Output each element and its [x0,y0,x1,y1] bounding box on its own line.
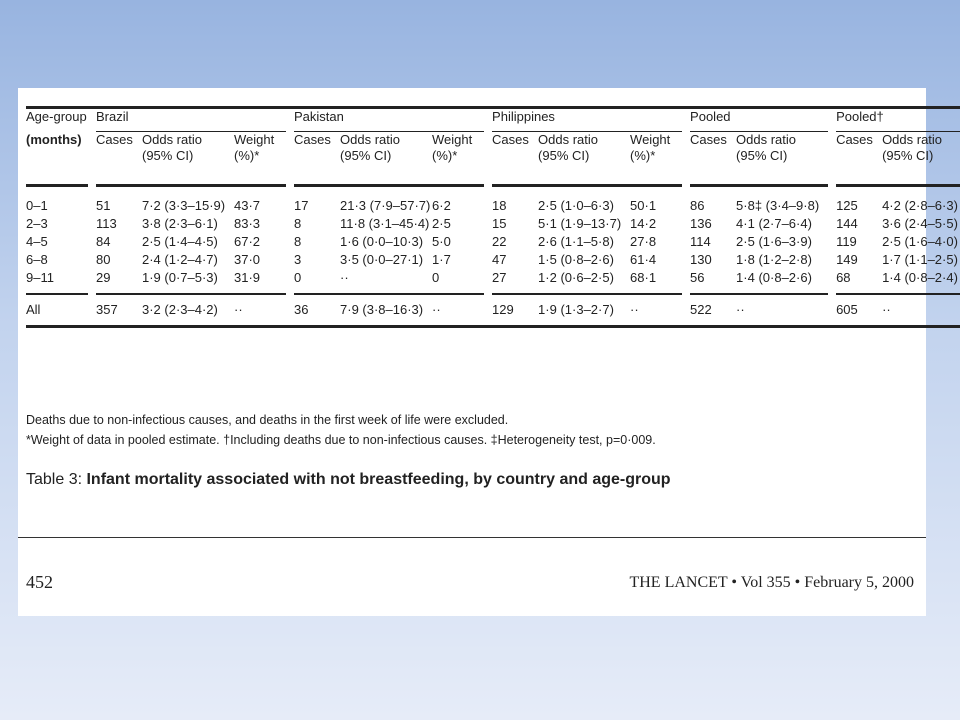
weight-cell: 61·4 [630,252,657,267]
weight-header: Weight (%)* [432,132,484,187]
weight-header: Weight (%)* [630,132,682,187]
cases-cell: 80 [96,252,111,267]
odds-ratio-cell: 2·6 (1·1–5·8) [538,234,614,249]
weight-cell: 37·0 [234,252,261,267]
weight-cell: 27·8 [630,234,657,249]
age-cell: 4–5 [26,234,48,249]
country-philippines: Philippines [492,106,682,132]
odds-ratio-header: Odds ratio (95% CI) [538,132,630,187]
odds-ratio-cell: 2·4 (1·2–4·7) [142,252,218,267]
age-cell: 0–1 [26,198,48,213]
weight-cell: 14·2 [630,216,657,231]
odds-ratio-cell: 2·5 (1·4–4·5) [142,234,218,249]
cases-cell: 136 [690,216,712,231]
cases-header: Cases [492,132,538,187]
odds-ratio-cell: 1·7 (1·1–2·5) [882,252,958,267]
odds-ratio-cell: 2·5 (1·6–3·9) [736,234,812,249]
weight-cell: 6·2 [432,198,451,213]
weight-cell: ·· [630,295,682,328]
odds-ratio-header: Odds ratio (95% CI) [142,132,234,187]
odds-ratio-cell: 3·6 (2·4–5·5) [882,216,958,231]
weight-cell: 5·0 [432,234,451,249]
odds-ratio-cell: 5·8‡ (3·4–9·8) [736,198,820,213]
cases-cell: 522 [690,295,736,328]
weight-cell: 50·1 [630,198,657,213]
odds-ratio-cell: 1·9 (1·3–2·7) [538,295,630,328]
weight-cell: 1·7 [432,252,451,267]
weight-cell: 31·9 [234,269,286,295]
cases-cell: 8 [294,216,302,231]
cases-cell: 47 [492,252,507,267]
table-row-all [26,295,960,328]
cases-cell: 8 [294,234,302,249]
cases-cell: 36 [294,295,340,328]
odds-ratio-header: Odds ratio (95% CI) [882,132,960,187]
weight-header: Weight (%)* [234,132,286,187]
journal-citation: THE LANCET • Vol 355 • February 5, 2000 [629,574,914,591]
weight-cell: 2·5 [432,216,451,231]
table-row [26,215,960,233]
cases-cell: 17 [294,198,309,213]
cases-cell: 113 [96,216,117,231]
cases-cell: 119 [836,234,857,249]
page-rule [18,537,926,538]
odds-ratio-cell: 4·1 (2·7–6·4) [736,216,812,231]
odds-ratio-cell: ·· [340,269,432,295]
country-pakistan: Pakistan [294,106,484,132]
weight-cell: 43·7 [234,198,261,213]
table-footnotes [26,410,922,450]
odds-ratio-cell: ·· [736,295,828,328]
cases-cell: 357 [96,295,142,328]
cases-cell: 86 [690,198,705,213]
odds-ratio-header: Odds ratio (95% CI) [736,132,828,187]
odds-ratio-cell: 3·8 (2·3–6·1) [142,216,218,231]
cases-header: Cases [294,132,340,187]
odds-ratio-cell: 1·2 (0·6–2·5) [538,269,630,295]
cases-cell: 129 [492,295,538,328]
cases-cell: 18 [492,198,507,213]
cases-cell: 68 [836,269,882,295]
scanned-table-image [18,88,958,616]
table-caption: Table 3: Infant mortality associated with not breastfeeding, by country and age-group [26,471,671,488]
age-cell: 2–3 [26,216,48,231]
cases-cell: 605 [836,295,882,328]
age-cell: 6–8 [26,252,48,267]
page-number: 452 [26,572,53,592]
odds-ratio-cell: 11·8 (3·1–45·4) [340,216,430,231]
weight-cell: 83·3 [234,216,261,231]
table-row [26,269,960,295]
weight-cell: ·· [234,295,286,328]
cases-cell: 29 [96,269,142,295]
weight-cell: 0 [432,269,484,295]
cases-cell: 84 [96,234,111,249]
cases-cell: 51 [96,198,111,213]
weight-cell: ·· [432,295,484,328]
odds-ratio-cell: 1·4 (0·8–2·6) [736,269,828,295]
cases-header: Cases [96,132,142,187]
cases-cell: 27 [492,269,538,295]
odds-ratio-cell: 3·2 (2·3–4·2) [142,295,234,328]
odds-ratio-cell: 7·9 (3·8–16·3) [340,295,432,328]
cases-cell: 3 [294,252,302,267]
cases-cell: 125 [836,198,858,213]
cases-header: Cases [836,132,882,187]
odds-ratio-header: Odds ratio (95% CI) [340,132,432,187]
weight-cell: 68·1 [630,269,682,295]
cases-cell: 114 [690,234,711,249]
months-header: (months) [26,132,88,187]
odds-ratio-cell: 1·8 (1·2–2·8) [736,252,812,267]
country-brazil: Brazil [96,106,286,132]
country-pooled-dagger: Pooled† [836,106,960,132]
cases-cell: 130 [690,252,712,267]
footnote-symbols: *Weight of data in pooled estimate. †Including deaths due to non-infectious causes. ‡Heterogeneity test, p=0·009. [26,433,656,447]
mortality-table [26,106,960,328]
age-group-header: Age-group [26,106,88,132]
odds-ratio-cell: 7·2 (3·3–15·9) [142,198,226,213]
footnote-exclusions: Deaths due to non-infectious causes, and deaths in the first week of life were excluded. [26,413,509,427]
odds-ratio-cell: 1·9 (0·7–5·3) [142,269,234,295]
table-row [26,233,960,251]
odds-ratio-cell: 2·5 (1·0–6·3) [538,198,614,213]
cases-header: Cases [690,132,736,187]
cases-cell: 15 [492,216,507,231]
odds-ratio-cell: ·· [882,295,960,328]
odds-ratio-cell: 5·1 (1·9–13·7) [538,216,622,231]
age-cell: All [26,295,88,328]
cases-cell: 0 [294,269,340,295]
table-row [26,251,960,269]
odds-ratio-cell: 21·3 (7·9–57·7) [340,198,431,213]
odds-ratio-cell: 1·6 (0·0–10·3) [340,234,424,249]
cases-cell: 149 [836,252,858,267]
country-pooled: Pooled [690,106,828,132]
odds-ratio-cell: 1·4 (0·8–2·4) [882,269,960,295]
odds-ratio-cell: 4·2 (2·8–6·3) [882,198,958,213]
odds-ratio-cell: 1·5 (0·8–2·6) [538,252,614,267]
weight-cell: 67·2 [234,234,261,249]
table-row [26,187,960,215]
age-cell: 9–11 [26,269,88,295]
cases-cell: 144 [836,216,858,231]
odds-ratio-cell: 3·5 (0·0–27·1) [340,252,424,267]
cases-cell: 56 [690,269,736,295]
cases-cell: 22 [492,234,507,249]
odds-ratio-cell: 2·5 (1·6–4·0) [882,234,958,249]
